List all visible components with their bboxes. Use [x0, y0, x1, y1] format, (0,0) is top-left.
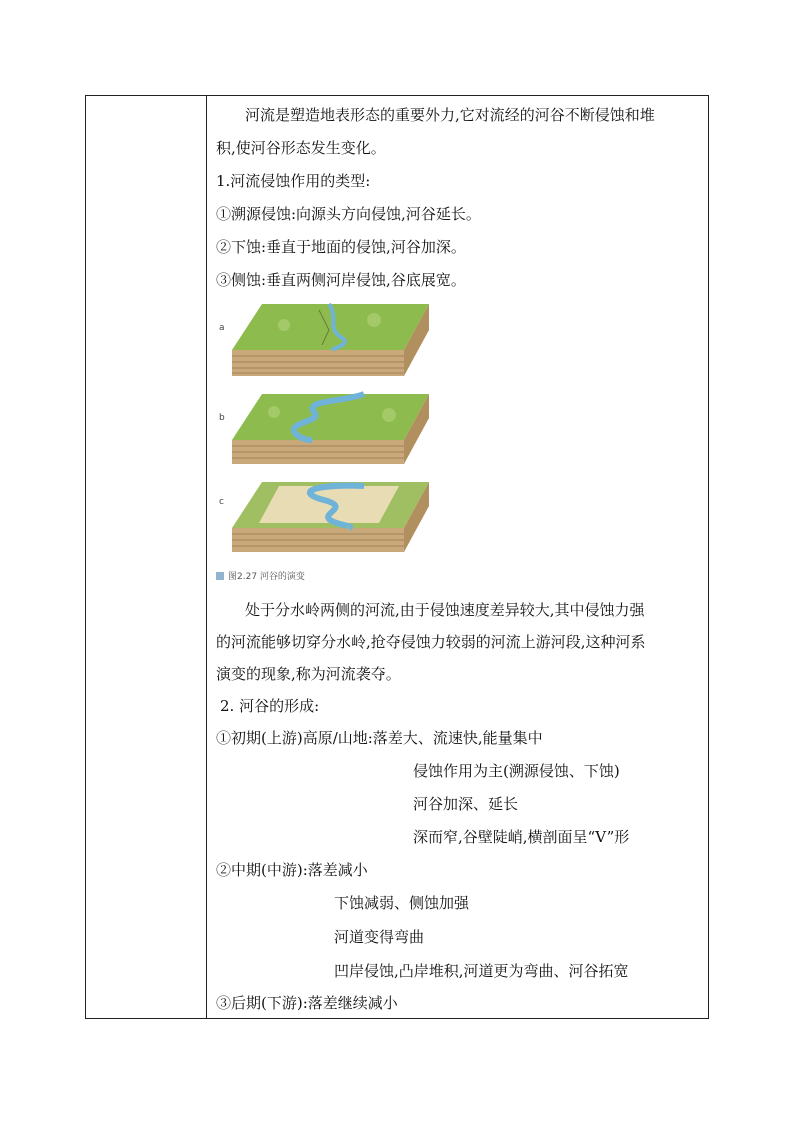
section1-title: 1.河流侵蚀作用的类型:: [216, 172, 371, 190]
early-stage-point-1: 侵蚀作用为主(溯源侵蚀、下蚀): [413, 762, 620, 780]
figure-caption-text: 图2.27 河谷的演变: [228, 572, 305, 582]
column-divider: [206, 96, 207, 1018]
label-a: a: [219, 323, 225, 333]
caption-marker-icon: [216, 572, 224, 580]
para1-line1: 河流是塑造地表形态的重要外力,它对流经的河谷不断侵蚀和堆: [245, 106, 655, 124]
para2-line3: 演变的现象,称为河流袭夺。: [216, 665, 401, 683]
mid-stage-point-2: 河道变得弯曲: [334, 928, 425, 946]
section2-title: 2. 河谷的形成:: [220, 697, 320, 715]
early-stage-point-2: 河谷加深、延长: [413, 795, 519, 813]
mid-stage-point-3: 凹岸侵蚀,凸岸堆积,河道更为弯曲、河谷拓宽: [334, 962, 629, 980]
early-stage-title: ①初期(上游)高原/山地:落差大、流速快,能量集中: [216, 729, 543, 747]
label-c: c: [219, 497, 224, 507]
late-stage-title: ③后期(下游):落差继续减小: [216, 994, 398, 1012]
block-c: [219, 482, 429, 552]
river-valley-figure: [214, 300, 444, 586]
mid-stage-title: ②中期(中游):落差减小: [216, 861, 368, 879]
figure-caption: [216, 569, 305, 582]
mid-stage-point-1: 下蚀减弱、侧蚀加强: [334, 894, 470, 912]
block-a: [219, 304, 429, 376]
erosion-type-1: ①溯源侵蚀:向源头方向侵蚀,河谷延长。: [216, 205, 481, 223]
erosion-type-3: ③侧蚀:垂直两侧河岸侵蚀,谷底展宽。: [216, 271, 466, 289]
para2-line1: 处于分水岭两侧的河流,由于侵蚀速度差异较大,其中侵蚀力强: [245, 601, 645, 619]
block-b: [219, 394, 429, 464]
erosion-type-2: ②下蚀:垂直于地面的侵蚀,河谷加深。: [216, 238, 466, 256]
label-b: b: [219, 413, 225, 423]
early-stage-point-3: 深而窄,谷壁陡峭,横剖面呈“V”形: [413, 828, 630, 846]
para2-line2: 的河流能够切穿分水岭,抢夺侵蚀力较弱的河流上游河段,这种河系: [216, 633, 646, 651]
para1-line2: 积,使河谷形态发生变化。: [216, 139, 386, 157]
